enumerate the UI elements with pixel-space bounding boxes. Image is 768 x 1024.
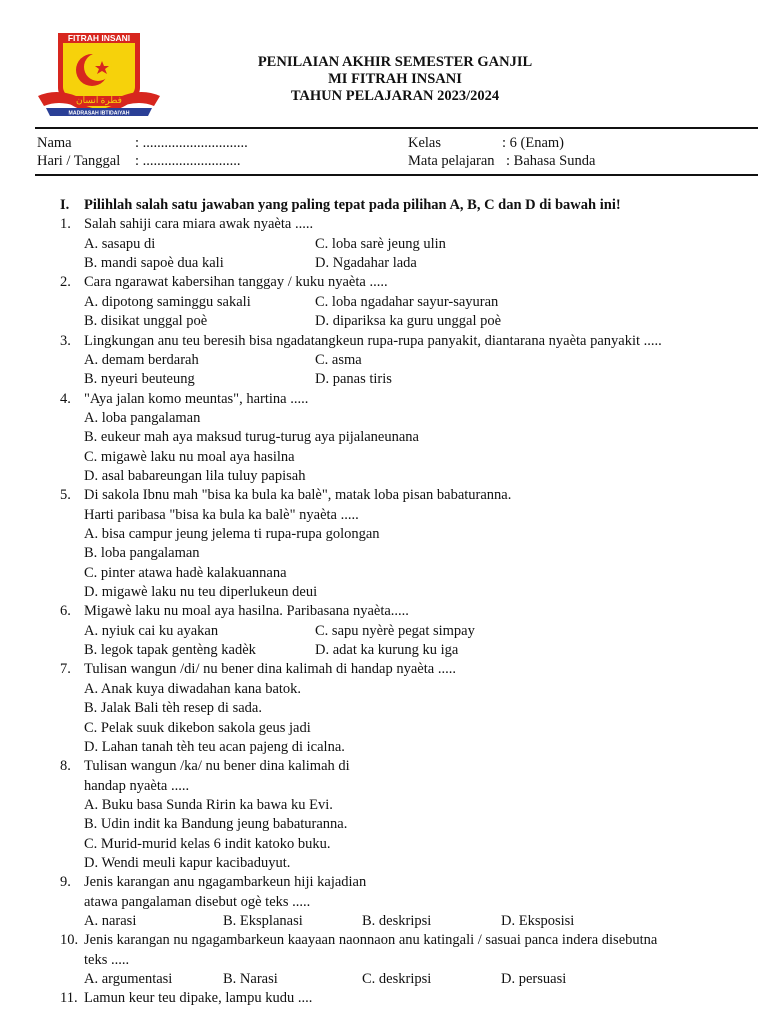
hari-tanggal-label: Hari / Tanggal [37, 153, 121, 169]
answer-option: C. asma [315, 351, 362, 368]
exam-title: PENILAIAN AKHIR SEMESTER GANJIL [257, 54, 533, 70]
logo-top-text: FITRAH INSANI [67, 33, 131, 43]
answer-option: D. Wendi meuli kapur kacibaduyut. [84, 854, 291, 871]
answer-option: B. loba pangalaman [84, 545, 200, 562]
question-text: Jenis karangan anu ngagambarkeun hiji kajadian [84, 874, 367, 891]
answer-option: C. migawè laku nu moal aya hasilna [84, 448, 295, 465]
answer-option: B. mandi sapoè dua kali [84, 255, 224, 271]
question-text: atawa pangalaman disebut ogè teks ..... [84, 893, 311, 910]
question-number: 1. [60, 216, 71, 233]
answer-option: D. dipariksa ka guru unggal poè [315, 313, 502, 330]
answer-option: A. narasi [84, 913, 137, 929]
answer-option: B. disikat unggal poè [84, 313, 208, 330]
question-text: Harti paribasa "bisa ka bula ka balè" nyaèta ..... [84, 506, 359, 523]
answer-option: D. Ngadahar lada [315, 255, 417, 271]
academic-year: TAHUN PELAJARAN 2023/2024 [290, 88, 500, 104]
answer-option: B. Narasi [223, 971, 278, 987]
answer-option: C. sapu nyèrè pegat simpay [315, 622, 475, 639]
answer-option: D. Lahan tanah tèh teu acan pajeng di icalna. [84, 738, 345, 755]
question-text: handap nyaèta ..... [84, 777, 190, 794]
question-text: Migawè laku nu moal aya hasilna. Paribasana nyaèta..... [84, 603, 409, 620]
kelas-value: : 6 (Enam) [502, 135, 565, 151]
nama-field[interactable]: : ............................. [135, 135, 248, 151]
answer-option: B. Jalak Bali tèh resep di sada. [84, 700, 262, 717]
answer-option: A. argumentasi [84, 971, 173, 987]
question-number: 5. [60, 487, 71, 504]
question-number: 7. [60, 661, 71, 678]
question-text: Salah sahiji cara miara awak nyaèta ..... [84, 216, 314, 233]
question-text: Jenis karangan nu ngagambarkeun kaayaan naonnaon anu katingali / sasuai panca indera disebutna [84, 932, 658, 949]
answer-option: A. nyiuk cai ku ayakan [84, 622, 219, 639]
answer-option: B. legok tapak gentèng kadèk [84, 642, 256, 659]
answer-option: D. adat ka kurung ku iga [315, 642, 459, 659]
answer-option: A. loba pangalaman [84, 409, 201, 426]
answer-option: C. Murid-murid kelas 6 indit katoko buku. [84, 835, 331, 852]
question-text: Tulisan wangun /di/ nu bener dina kalimah di handap nyaèta ..... [84, 661, 456, 678]
question-number: 11. [60, 990, 78, 1007]
question-number: 10. [60, 932, 79, 949]
question-number: 3. [60, 332, 71, 349]
answer-option: A. bisa campur jeung jelema ti rupa-rupa golongan [84, 526, 380, 542]
mapel-label: Mata pelajaran [408, 153, 495, 169]
answer-option: C. loba ngadahar sayur-sayuran [315, 293, 499, 310]
answer-option: C. Pelak suuk dikebon sakola geus jadi [84, 719, 311, 736]
question-number: 4. [60, 390, 71, 407]
section-instruction: Pilihlah salah satu jawaban yang paling tepat pada pilihan A, B, C dan D di bawah ini! [84, 197, 621, 213]
answer-option: B. Eksplanasi [223, 913, 303, 929]
question-number: 9. [60, 874, 71, 891]
section-number: I. [60, 197, 70, 213]
question-text: Lingkungan anu teu beresih bisa ngadatangkeun rupa-rupa panyakit, diantarana nyaèta panyakit ..... [84, 332, 662, 349]
answer-option: D. persuasi [501, 971, 567, 987]
hari-tanggal-field[interactable]: : ........................... [135, 153, 241, 169]
question-text: Tulisan wangun /ka/ nu bener dina kalimah di [84, 758, 350, 775]
mapel-value: : Bahasa Sunda [506, 153, 596, 169]
question-text: Cara ngarawat kabersihan tanggay / kuku nyaèta ..... [84, 274, 388, 291]
kelas-label: Kelas [408, 135, 442, 151]
answer-option: A. sasapu di [84, 235, 156, 252]
logo-bottom-text: MADRASAH IBTIDAIYAH [68, 110, 130, 117]
answer-option: B. nyeuri beuteung [84, 371, 195, 388]
question-text: teks ..... [84, 951, 130, 968]
question-text: Lamun keur teu dipake, lampu kudu .... [84, 990, 313, 1007]
answer-option: D. migawè laku nu teu diperlukeun deui [84, 584, 318, 600]
answer-option: C. loba sarè jeung ulin [315, 235, 446, 252]
question-text: "Aya jalan komo meuntas", hartina ..... [84, 390, 309, 407]
answer-option: A. Buku basa Sunda Ririn ka bawa ku Evi. [84, 796, 333, 813]
answer-option: A. Anak kuya diwadahan kana batok. [84, 680, 302, 697]
answer-option: D. asal babareungan lila tuluy papisah [84, 467, 306, 484]
question-number: 6. [60, 603, 71, 620]
question-text: Di sakola Ibnu mah "bisa ka bula ka balè", matak loba pisan babaturanna. [84, 487, 512, 504]
school-name: MI FITRAH INSANI [328, 71, 462, 87]
answer-option: C. pinter atawa hadè kalakuannana [84, 564, 287, 581]
answer-option: D. panas tiris [315, 371, 392, 388]
question-number: 8. [60, 758, 71, 775]
answer-option: B. Udin indit ka Bandung jeung babaturanna. [84, 816, 348, 833]
answer-option: A. demam berdarah [84, 351, 199, 368]
answer-option: B. deskripsi [362, 913, 432, 929]
nama-label: Nama [37, 135, 72, 151]
answer-option: C. deskripsi [362, 971, 432, 987]
logo-arabic-text: فطرة انسان [75, 95, 123, 105]
answer-option: A. dipotong saminggu sakali [84, 293, 251, 310]
question-number: 2. [60, 274, 71, 291]
answer-option: B. eukeur mah aya maksud turug-turug aya pijalaneunana [84, 429, 419, 446]
answer-option: D. Eksposisi [501, 913, 575, 929]
